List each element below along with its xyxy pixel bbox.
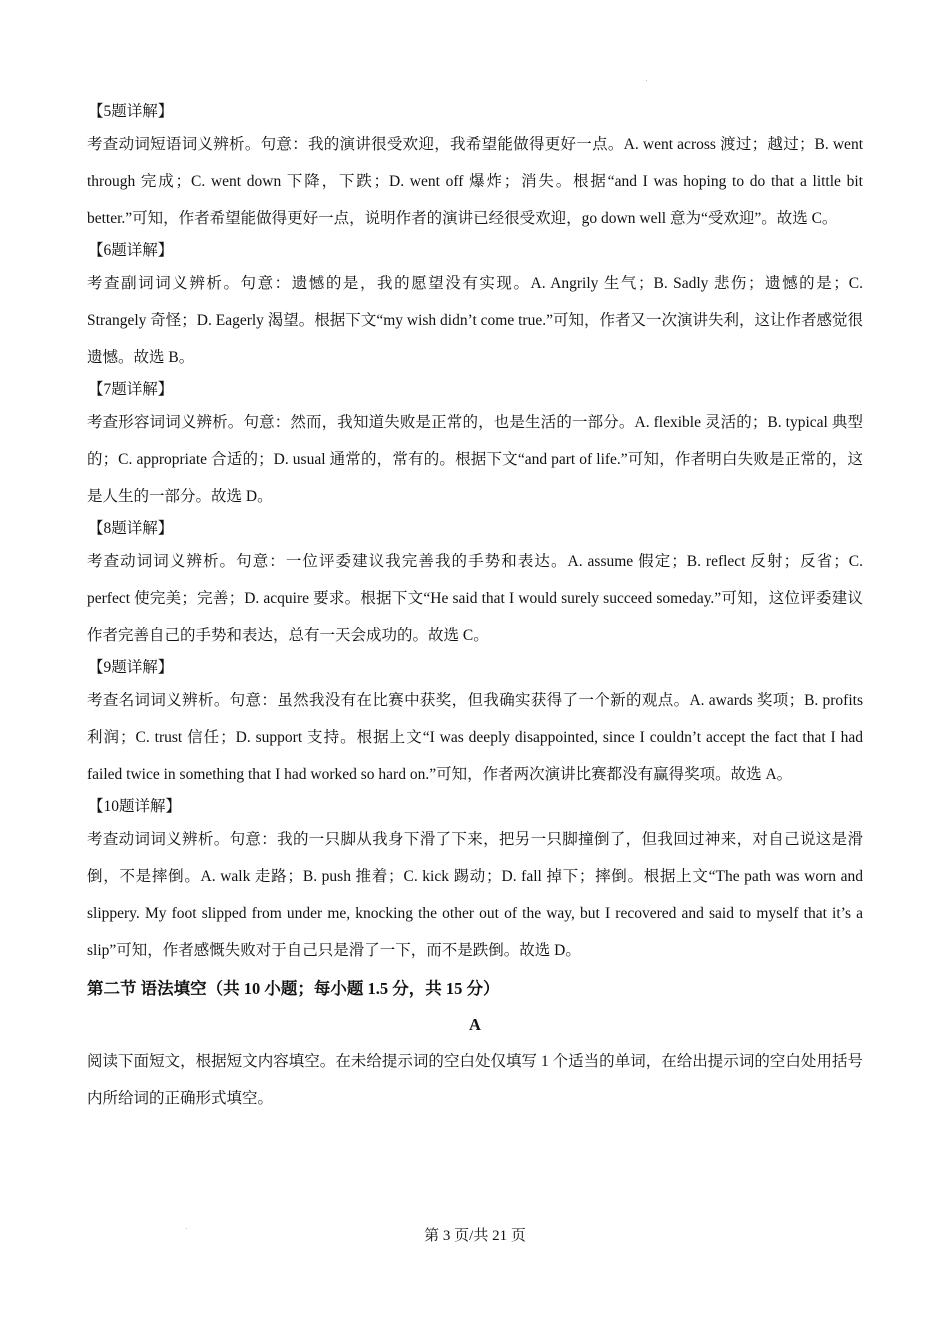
question-8-explanation [87,515,863,654]
question-explanation-text: 考查名词词义辨析。句意：虽然我没有在比赛中获奖，但我确实获得了一个新的观点。A. awards 奖项；B. profits 利润；C. trust 信任；D. support 支持。根据上文“I was deeply disappointed, since I couldn’t accept the fact that I had failed twice in something that I had worked so hard on.”可知，作者两次演讲比赛都没有赢得奖项。故选 A。 [87,692,863,783]
page-content [87,98,863,1117]
question-6-explanation [87,237,863,376]
question-heading: 【9题详解】 [88,659,174,676]
question-heading: 【8题详解】 [88,520,174,537]
question-9-explanation [87,654,863,793]
question-10-explanation [87,793,863,969]
question-heading: 【5题详解】 [88,103,174,120]
question-explanation-text: 考查动词词义辨析。句意：我的一只脚从我身下滑了下来，把另一只脚撞倒了，但我回过神来，对自己说这是滑倒，不是摔倒。A. walk 走路；B. push 推着；C. kick 踢动；D. fall 掉下；摔倒。根据上文“The path was worn and slippery. My foot slipped from under me, knocking the other out of the way, but I recovered and said to myself that it’s a slip”可知，作者感慨失败对于自己只是滑了一下，而不是跌倒。故选 D。 [87,831,863,959]
question-5-explanation [87,98,863,237]
question-explanation-text: 考查动词短语词义辨析。句意：我的演讲很受欢迎，我希望能做得更好一点。A. went across 渡过；越过；B. went through 完成；C. went down 下降，下跌；D. went off 爆炸；消失。根据“and I was hoping to do that a little bit better.”可知，作者希望能做得更好一点，说明作者的演讲已经很受欢迎，go down well 意为“受欢迎”。故选 C。 [87,136,863,227]
passage-label: A [469,1015,481,1034]
question-explanation-text: 考查动词词义辨析。句意：一位评委建议我完善我的手势和表达。A. assume 假定；B. reflect 反射；反省；C. perfect 使完美；完善；D. acquire 要求。根据下文“He said that I would surely succeed someday.”可知，这位评委建议作者完善自己的手势和表达，总有一天会成功的。故选 C。 [87,553,863,644]
question-heading: 【10题详解】 [88,798,182,815]
question-explanation-text: 考查副词词义辨析。句意：遗憾的是，我的愿望没有实现。A. Angrily 生气；B. Sadly 悲伤；遗憾的是；C. Strangely 奇怪；D. Eagerly 渴望。根据下文“my wish didn’t come true.”可知，作者又一次演讲失利，这让作者感觉很遗憾。故选 B。 [87,275,863,366]
question-heading: 【6题详解】 [88,242,174,259]
section-title: 第二节 语法填空（共 10 小题；每小题 1.5 分，共 15 分） [87,979,500,998]
page-number: 第 3 页/共 21 页 [424,1228,526,1244]
question-7-explanation [87,376,863,515]
question-heading: 【7题详解】 [88,381,174,398]
question-explanation-text: 考查形容词词义辨析。句意：然而，我知道失败是正常的，也是生活的一部分。A. flexible 灵活的；B. typical 典型的；C. appropriate 合适的；D. usual 通常的，常有的。根据下文“and part of life.”可知，作者明白失败是正常的，这是人生的一部分。故选 D。 [87,414,863,505]
scan-dot [646,80,647,81]
instruction-text: 阅读下面短文，根据短文内容填空。在未给提示词的空白处仅填写 1 个适当的单词，在给出提示词的空白处用括号内所给词的正确形式填空。 [87,1053,863,1107]
